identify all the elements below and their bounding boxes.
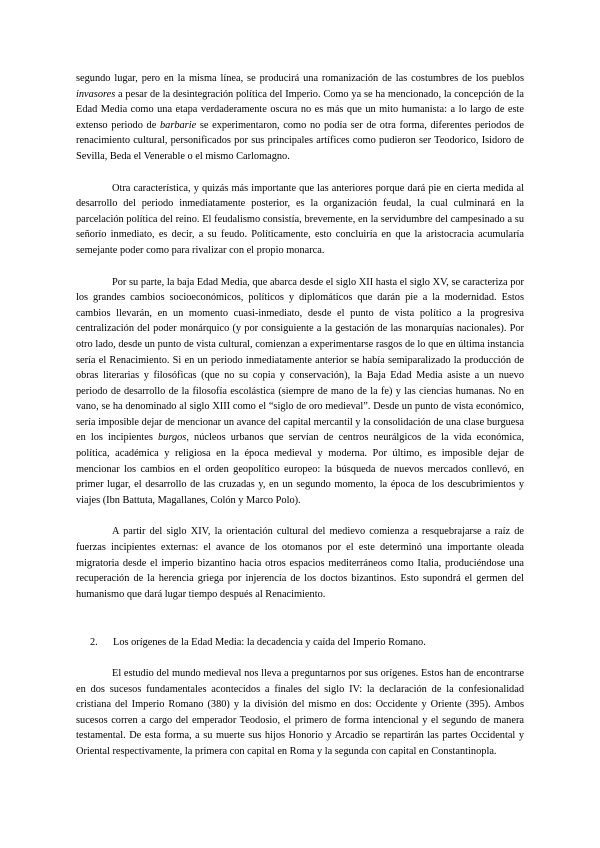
- text-run: A partir del siglo XIV, la orientación cultural del medievo comienza a resquebrajarse a raíz de fuerzas incipientes externas: el avance de los otomanos por el este determinó una importante oleada migratoria desde el imperio bizantino hacia otros espacios mediterráneos como Italia, produciéndose una recuperación de la herencia griega por injerencia de los doctos bizantinos. Esto supondrá el germen del humanismo que dará lugar tiempo después al Renacimiento.: [76, 526, 524, 600]
- text-run: Otra característica, y quizás más importante que las anteriores porque dará pie en cierta medida al desarrollo del periodo inmediatamente posterior, es la organización feudal, la cual culminará en la parcelación política del reino. El feudalismo consistía, brevemente, en la servidumbre del campesinado a su señorío inmediato, es decir, a su feudo. Políticamente, esto concluiría en que la aristocracia acumularía semejante poder como para rivalizar con el propio monarca.: [76, 182, 524, 256]
- section-number: 2.: [90, 637, 98, 649]
- text-run: segundo lugar, pero en la misma línea, se producirá una romanización de las costumbres de los pueblos: [76, 73, 524, 84]
- paragraph-romanization: [76, 71, 524, 165]
- text-run: a pesar de la desintegración política del Imperio. Como ya se ha mencionado, la concepción de la Edad Media como una etapa verdaderamente oscura no es más que un mito humanista: a lo largo de este extenso periodo de: [76, 88, 524, 131]
- paragraph-origins: [76, 666, 524, 760]
- italic-term: invasores: [76, 88, 116, 100]
- paragraph-late-middle-ages: [76, 275, 524, 509]
- italic-term: barbarie: [159, 119, 197, 131]
- section-title: Los orígenes de la Edad Media: la decadencia y caída del Imperio Romano.: [113, 637, 426, 649]
- section-heading: [90, 635, 524, 651]
- italic-term: burgos: [157, 432, 187, 444]
- text-run: se experimentaron, como no podía ser de otra forma, diferentes periodos de renacimiento cultural, personificados por sus principales artífices como pudieron ser Teodorico, Isidoro de Sevilla, Beda el Venerable o el mismo Carlomagno.: [76, 119, 524, 162]
- text-run: , núcleos urbanos que servían de centros neurálgicos de la vida económica, política, académica y religiosa en la época medieval y moderna. Por último, es imposible dejar de mencionar los cambios en el orden geopolítico europeo: la búsqueda de nuevos mercados conllevó, en primer lugar, el desarrollo de las cruzadas y, en un segundo momento, la época de los descubrimientos y viajes (Ibn Battuta, Magallanes, Colón y Marco Polo).: [76, 432, 524, 506]
- text-run: El estudio del mundo medieval nos lleva a preguntarnos por sus orígenes. Estos han de encontrarse en dos sucesos fundamentales acontecidos a finales del siglo IV: la declaración de la confesionalidad cristiana del Imperio Romano (380) y la división del mismo en dos: Occidente y Oriente (395). Ambos sucesos corren a cargo del emperador Teodosio, el primero de forma intencional y el segundo de manera testamental. De esta forma, a su muerte sus hijos Honorio y Arcadio se repartirán las partes Occidental y Oriental respectivamente, la primera con capital en Roma y la segunda con capital en Constantinopla.: [76, 668, 524, 757]
- paragraph-humanism: [76, 524, 524, 602]
- text-run: Por su parte, la baja Edad Media, que abarca desde el siglo XII hasta el siglo XV, se caracteriza por los grandes cambios socioeconómicos, políticos y diplomáticos que darán pie a la modernidad. Estos cambios llevarán, en un momento cuasi-inmediato, desde el punto de vista político a la progresiva centralización del poder monárquico (y por consiguiente a la gestación de las monarquías nacionales). Por otro lado, desde un punto de vista cultural, comienzan a experimentarse rasgos de lo que en última instancia sería el Renacimiento. Si en un periodo inmediatamente anterior se había semiparalizado la producción de obras literarias y filosóficas (que no su copia y conservación), la Baja Edad Media asiste a un nuevo periodo de desarrollo de la filosofía escolástica (siempre de mano de la fe) y las ciencias humanas. No en vano, se ha denominado al siglo XIII como el “siglo de oro medieval”. Desde un punto de vista económico, sería imposible dejar de mencionar un avance del capital mercantil y la consolidación de una clase burguesa en los incipientes: [76, 276, 524, 444]
- paragraph-feudalism: [76, 181, 524, 259]
